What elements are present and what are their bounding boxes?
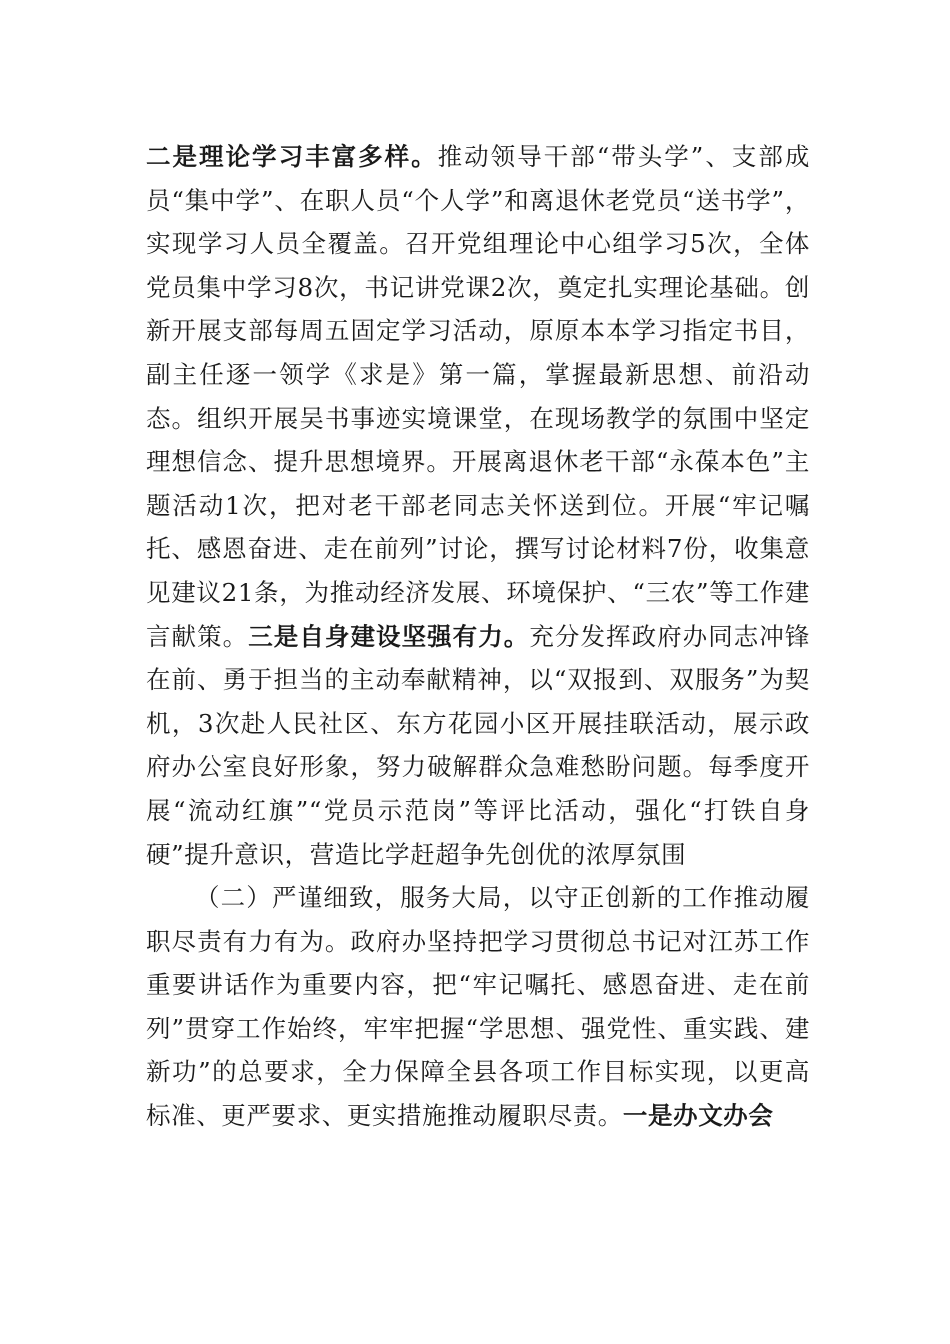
bold-lead-documents-meetings: 一是办文办会 bbox=[622, 1101, 774, 1131]
paragraph-text: 推动领导干部“带头学”、支部成员“集中学”、在职人员“个人学”和离退休老党员“送书学”，实现学习人员全覆盖。召开党组理论中心组学习5次，全体党员集中学习8次，书记讲党课2次，奠定扎实理论基础。创新开展支部每周五固定学习活动，原原本本学习指定书目，副主任逐一领学《求是》第一篇，掌握最新思想、前沿动态。组织开展吴书事迹实境课堂，在现场教学的氛围中坚定理想信念、提升思想境界。开展离退休老干部“永葆本色”主题活动1次，把对老干部老同志关怀送到位。开展“牢记嘱托、感恩奋进、走在前列”讨论，撰写讨论材料7份，收集意见建议21条，为推动经济发展、环境保护、“三农”等工作建言献策。 bbox=[146, 142, 810, 651]
document-body bbox=[146, 135, 810, 1138]
paragraph-text: 政府办坚持把学习贯彻总书记对江苏工作重要讲话作为重要内容，把“牢记嘱托、感恩奋进、走在前列”贯穿工作始终，牢牢把握“学思想、强党性、重实践、建新功”的总要求，全力保障全县各项工作目标实现，以更高标准、更严要求、更实措施推动履职尽责。 bbox=[146, 926, 810, 1131]
bold-lead-theory-study: 二是理论学习丰富多样。 bbox=[146, 142, 438, 171]
paragraph-text: 充分发挥政府办同志冲锋在前、勇于担当的主动奉献精神，以“双报到、双服务”为契机，3次赴人民社区、东方花园小区开展挂联活动，展示政府办公室良好形象，努力破解群众急难愁盼问题。每季度开展“流动红旗”“党员示范岗”等评比活动，强化“打铁自身硬”提升意识，营造比学赶超争先创优的浓厚氛围 bbox=[146, 621, 810, 869]
bold-lead-self-building: 三是自身建设坚强有力。 bbox=[248, 621, 530, 651]
paragraph-theory-study bbox=[146, 135, 810, 876]
section-heading: （二）严谨细致，服务大局，以守正创新的工作推动履职尽责有力有为。 bbox=[146, 883, 810, 956]
paragraph-section-two bbox=[146, 876, 810, 1138]
